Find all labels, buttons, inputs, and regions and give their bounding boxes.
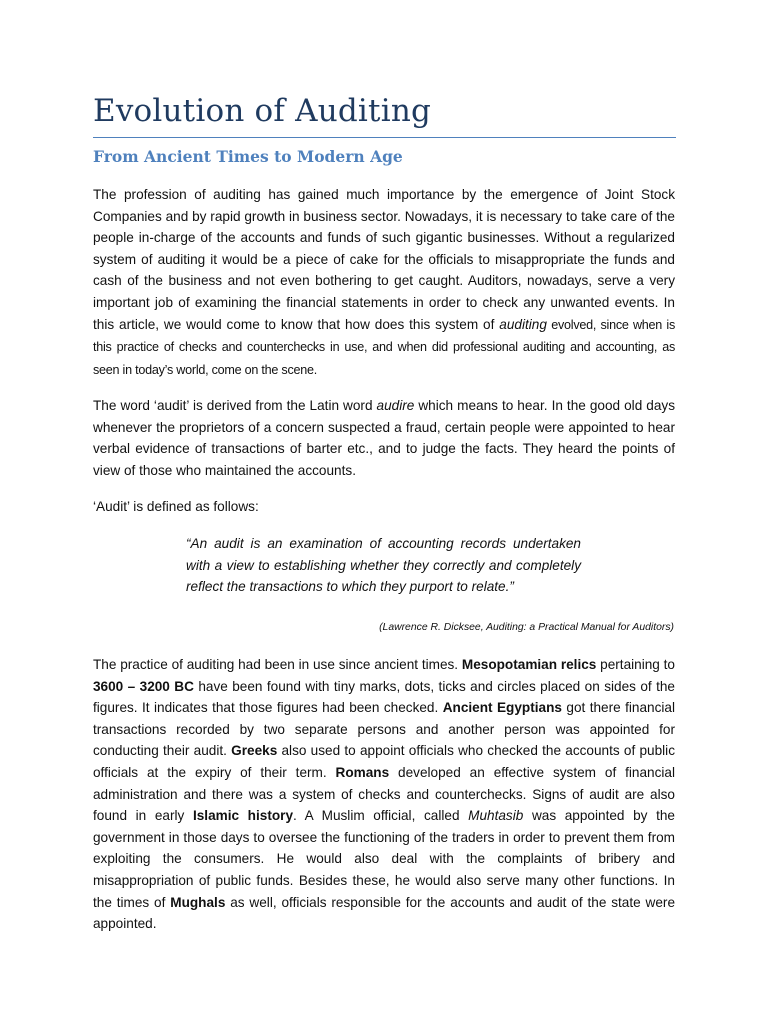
history-text-7: . A Muslim official, called xyxy=(293,808,469,824)
history-text-6: developed an effective system of financial administration and there was a system of checks and counterchecks. Signs of audit are also found in early xyxy=(93,764,675,824)
audire-emphasis: audire xyxy=(376,398,415,413)
history-text-3: have been found with tiny marks, dots, ticks and circles placed on sides of the figures. It indicates that those figures had been checked. xyxy=(93,678,675,716)
history-text-8: was appointed by the government in those days to oversee the functioning of the traders in order to prevent them from exploiting the consumers. He would also deal with the complaints of bribery and misappropriation of public funds. Besides these, he would also serve many other functions. In the times of xyxy=(93,808,675,910)
paragraph-introduction xyxy=(93,184,675,381)
paragraph-introduction-text-1: The profession of auditing has gained much importance by the emergence of Joint Stock Companies and by rapid growth in business sector. Nowadays, it is necessary to take care of the people in-charge of the accounts and funds of such gigantic businesses. Without a regularized system of auditing it would be a piece of cake for the officials to misappropriate the funds and cash of the business and not even bothering to get caught. Auditors, nowadays, serve a very important job of examining the financial statements in order to check any unwanted events. In this article, we would come to know that how does this system of xyxy=(93,187,675,332)
page-subtitle: From Ancient Times to Modern Age xyxy=(93,147,403,166)
definition-intro: ‘Audit’ is defined as follows: xyxy=(93,499,259,514)
history-text-5: also used to appoint officials who checked the accounts of public officials at the expiry of their term. xyxy=(93,743,675,780)
title-underline xyxy=(93,137,676,138)
paragraph-history xyxy=(93,654,675,935)
history-italic-muhtasib: Muhtasib xyxy=(468,808,524,824)
history-bold-date-range: 3600 – 3200 BC xyxy=(93,678,194,694)
history-bold-greeks: Greeks xyxy=(231,743,278,759)
history-text-9: as well, officials responsible for the accounts and audit of the state were appointed. xyxy=(93,894,676,932)
history-text-4: got there financial transactions recorded by two separate persons and another person was appointed for conducting their audit. xyxy=(93,700,675,759)
history-bold-mesopotamian: Mesopotamian relics xyxy=(461,657,597,672)
definition-quote: “An audit is an examination of accounting records undertaken with a view to establishing whether they correctly and completely reflect the transactions to which they purport to relate.” xyxy=(186,536,581,595)
paragraph-introduction-text-2: evolved, since when is this practice of checks and counterchecks in use, and when did professional auditing and accounting, as seen in today’s world, come on the scene. xyxy=(93,317,675,377)
history-bold-islamic: Islamic history xyxy=(192,808,294,824)
quote-citation: (Lawrence R. Dicksee, Auditing: a Practical Manual for Auditors) xyxy=(379,622,674,633)
auditing-emphasis: auditing xyxy=(499,316,547,332)
history-bold-egyptians: Ancient Egyptians xyxy=(442,700,562,716)
history-bold-mughals: Mughals xyxy=(170,894,226,910)
page-title: Evolution of Auditing xyxy=(93,93,432,129)
paragraph-etymology-text-2: which means to hear. In the good old days whenever the proprietors of a concern suspected a fraud, certain people were appointed to hear verbal evidence of transactions of barter etc., and to judge the facts. They heard the points of view of those who maintained the accounts. xyxy=(93,398,675,478)
history-text-1: The practice of auditing had been in use since ancient times. xyxy=(93,657,462,672)
paragraph-etymology-text-1: The word ‘audit’ is derived from the Latin word xyxy=(93,398,377,413)
history-text-2: pertaining to xyxy=(596,657,675,672)
paragraph-etymology xyxy=(93,395,675,481)
history-bold-romans: Romans xyxy=(335,764,390,780)
